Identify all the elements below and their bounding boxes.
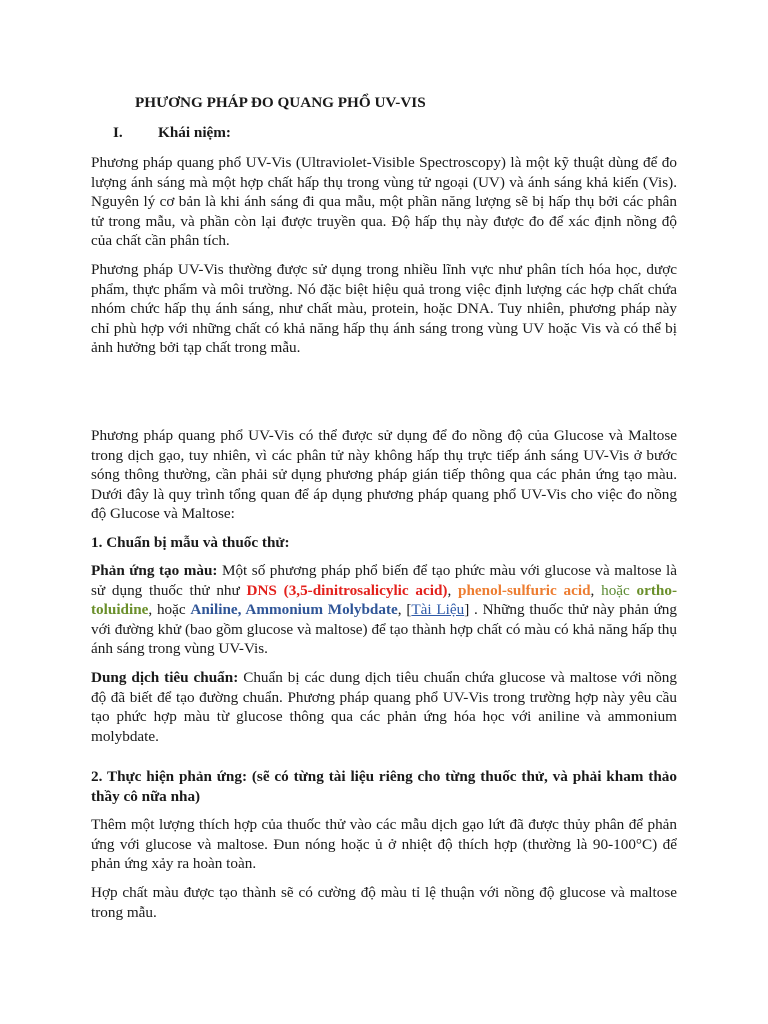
separator-text: , hoặc: [148, 601, 191, 618]
paragraph-color-reaction: [91, 561, 677, 659]
paragraph-rice-measurement: Phương pháp quang phổ UV-Vis có thể được sử dụng để đo nồng độ của Glucose và Maltose trong dịch gạo, tuy nhiên, vì các phân tử này không hấp thụ trực tiếp ánh sáng UV-Vis ở bước sóng thông thường, cần phải sử dụng phương pháp gián tiếp thông qua các phản ứng tạo màu. Dưới đây là quy trình tổng quan để áp dụng phương pháp quang phổ UV-Vis cho việc đo nồng độ Glucose và Maltose:: [91, 427, 677, 522]
conjunction-text: hoặc: [601, 581, 630, 599]
standard-solution-text: Chuẩn bị các dung dịch tiêu chuẩn chứa glucose và maltose với nồng độ đã biết để tạo đường chuẩn. Phương pháp quang phổ UV-Vis trong trường hợp này yêu cầu tạo phức hợp màu từ glucose thông qua các phản ứng hóa học với aniline và ammonium molybdate.: [91, 669, 677, 745]
reagent-ortho-toluidine: ortho-toluidine: [91, 581, 678, 618]
section-1-heading: [113, 124, 231, 142]
separator-text: [630, 582, 637, 599]
paragraph-concept: Phương pháp quang phổ UV-Vis (Ultraviolet-Visible Spectroscopy) là một kỹ thuật dùng để đo lượng ánh sáng mà một hợp chất hấp thụ trong vùng tử ngoại (UV) và ánh sáng khả kiến (Vis). Nguyên lý cơ bản là khi ánh sáng đi qua mẫu, một phần năng lượng sẽ bị hấp thụ bởi các phân tử trong mẫu, và phần còn lại được truyền qua. Độ hấp thụ này được đo để xác định nồng độ của chất cần phân tích.: [91, 154, 677, 249]
separator-text: ,: [447, 581, 459, 599]
paragraph-color-intensity: Hợp chất màu được tạo thành sẽ có cường độ màu tỉ lệ thuận với nồng độ glucose và maltose trong mẫu.: [91, 884, 677, 921]
reference-link[interactable]: Tài Liệu: [411, 601, 465, 618]
heading-perform-reaction: 2. Thực hiện phản ứng: (sẽ có từng tài liệu riêng cho từng thuốc thử, và phải kham thảo thầy cô nữa nha): [91, 768, 677, 805]
color-reaction-text-end: ] . Những thuốc thử này phản ứng với đường khử (bao gồm glucose và maltose) để tạo thành hợp chất có màu có khả năng hấp thụ ánh sáng trong vùng UV-Vis.: [91, 601, 677, 657]
separator-text: , [: [397, 601, 412, 618]
standard-solution-label: Dung dịch tiêu chuẩn:: [91, 669, 239, 686]
section-1-title: Khái niệm:: [158, 124, 231, 141]
paragraph-applications: Phương pháp UV-Vis thường được sử dụng trong nhiều lĩnh vực như phân tích hóa học, dược phẩm, thực phẩm và môi trường. Nó đặc biệt hiệu quả trong việc định lượng các hợp chất chứa nhóm chức hấp thụ ánh sáng, như chất màu, protein, hoặc DNA. Tuy nhiên, phương pháp này chỉ phù hợp với những chất có khả năng hấp thụ ánh sáng trong vùng UV hoặc Vis và có thể bị ảnh hưởng bởi tạp chất trong mẫu.: [91, 261, 677, 356]
reagent-dns: DNS (3,5-dinitrosalicylic acid): [246, 581, 448, 599]
paragraph-standard-solution: [91, 668, 677, 746]
color-reaction-label: Phản ứng tạo màu:: [91, 562, 218, 579]
color-reaction-text: Một số phương pháp phổ biến để tạo phức màu với glucose và maltose là sử dụng thuốc thử như: [91, 562, 677, 599]
reagent-aniline: Aniline, Ammonium Molybdate: [190, 601, 398, 618]
heading-sample-preparation: 1. Chuẩn bị mẫu và thuốc thử:: [91, 534, 290, 551]
section-1-number: I.: [113, 124, 123, 141]
document-title: PHƯƠNG PHÁP ĐO QUANG PHỔ UV-VIS: [135, 94, 426, 111]
paragraph-reaction-procedure: Thêm một lượng thích hợp của thuốc thử vào các mẫu dịch gạo lứt đã được thủy phân để phản ứng với glucose và maltose. Đun nóng hoặc ủ ở nhiệt độ thích hợp (thường là 90-100°C) để phản ứng xảy ra hoàn toàn.: [91, 816, 677, 872]
reagent-phenol-sulfuric: phenol-sulfuric acid: [458, 581, 591, 599]
separator-text: ,: [590, 581, 602, 599]
